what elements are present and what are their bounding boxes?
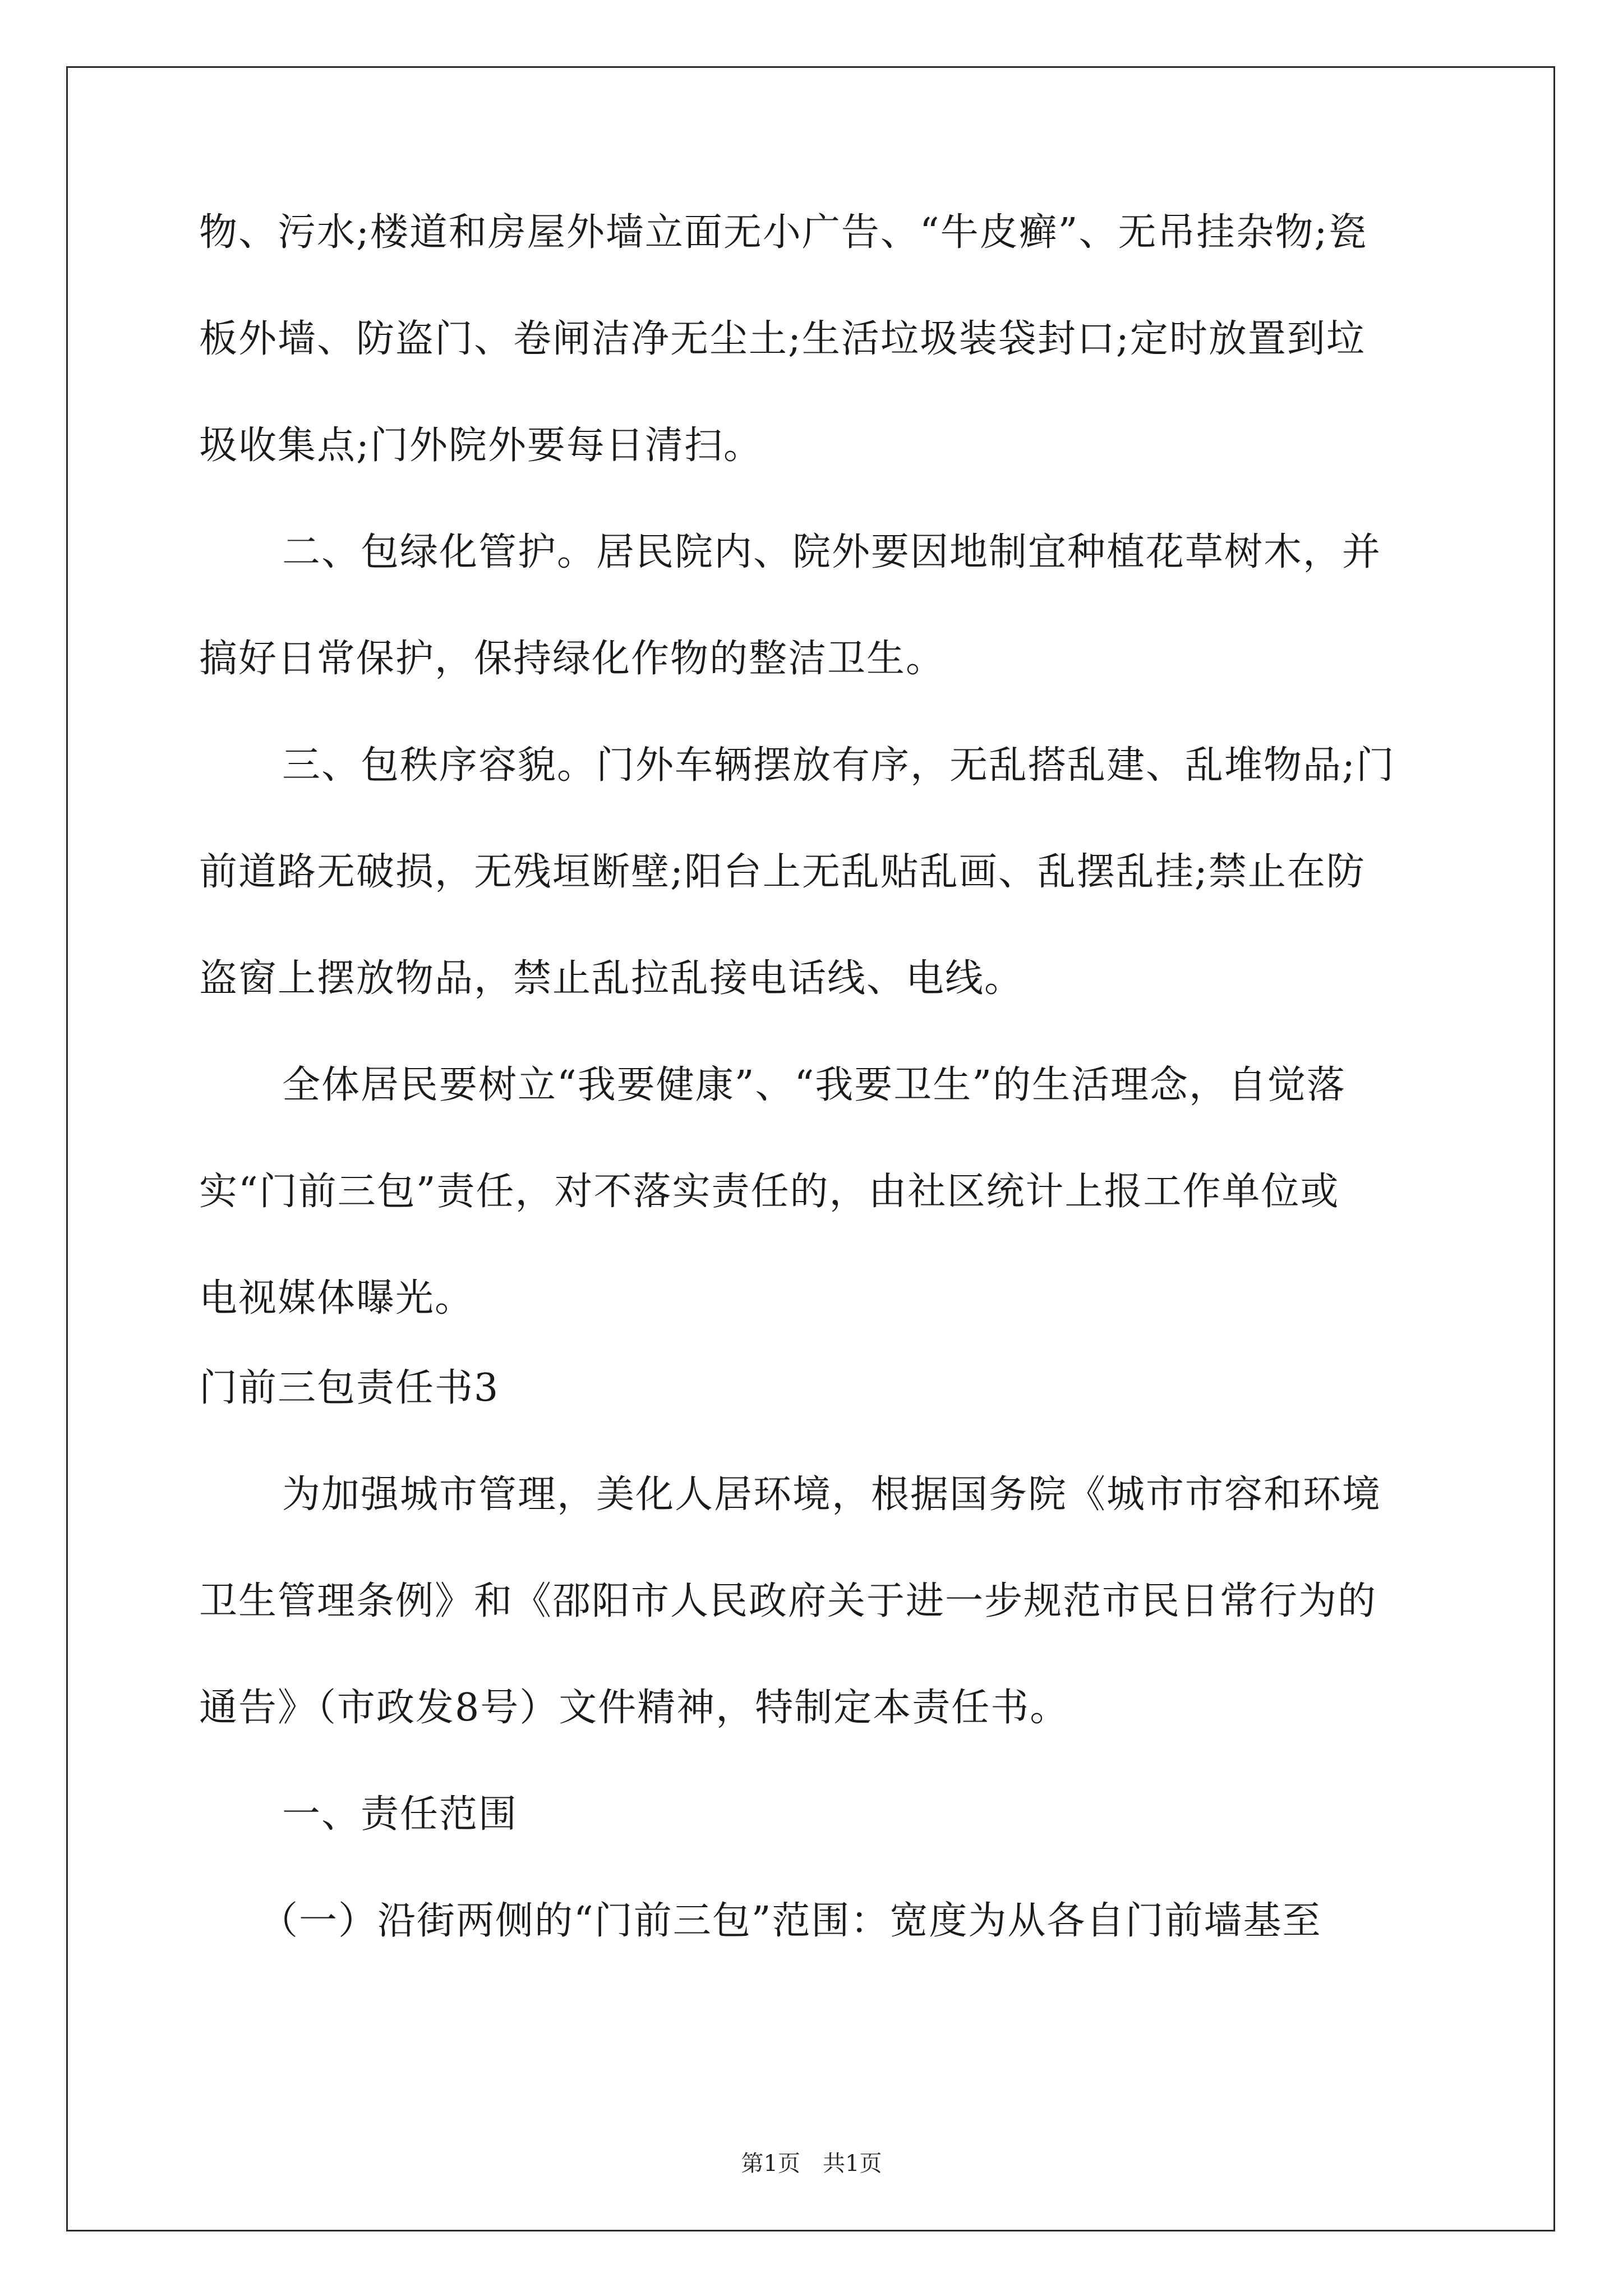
section-heading: 门前三包责任书3	[199, 1366, 500, 1410]
text-line: 板外墙、防盗门、卷闸洁净无尘土;生活垃圾装袋封口;定时放置到垃	[199, 317, 1366, 361]
text-line: 盗窗上摆放物品，禁止乱拉乱接电话线、电线。	[199, 956, 1024, 1001]
text-line: 圾收集点;门外院外要每日清扫。	[199, 424, 763, 468]
page-footer: 第1页 共1页	[741, 2151, 882, 2177]
paragraph-4-start: 全体居民要树立“我要健康”、“我要卫生”的生活理念，自觉落	[282, 1063, 1347, 1107]
text-line: 实“门前三包”责任，对不落实责任的，由社区统计上报工作单位或	[199, 1170, 1340, 1214]
subheading: 一、责任范围	[282, 1792, 518, 1837]
paragraph-2-start: 二、包绿化管护。居民院内、院外要因地制宜种植花草树木，并	[282, 530, 1382, 574]
paragraph-6-start: （一）沿街两侧的“门前三包”范围：宽度为从各自门前墙基至	[260, 1899, 1322, 1943]
paragraph-5-start: 为加强城市管理，美化人居环境，根据国务院《城市市容和环境	[282, 1473, 1382, 1517]
text-line: 物、污水;楼道和房屋外墙立面无小广告、“牛皮癣”、无吊挂杂物;瓷	[199, 210, 1368, 255]
paragraph-3-start: 三、包秩序容貌。门外车辆摆放有序，无乱搭乱建、乱堆物品;门	[282, 743, 1395, 788]
text-line: 通告》（市政发8号）文件精神，特制定本责任书。	[199, 1686, 1069, 1730]
text-line: 搞好日常保护，保持绿化作物的整洁卫生。	[199, 637, 946, 681]
text-line: 前道路无破损，无残垣断壁;阳台上无乱贴乱画、乱摆乱挂;禁止在防	[199, 850, 1366, 894]
text-line: 电视媒体曝光。	[199, 1276, 474, 1320]
text-line: 卫生管理条例》和《邵阳市人民政府关于进一步规范市民日常行为的	[199, 1579, 1377, 1623]
